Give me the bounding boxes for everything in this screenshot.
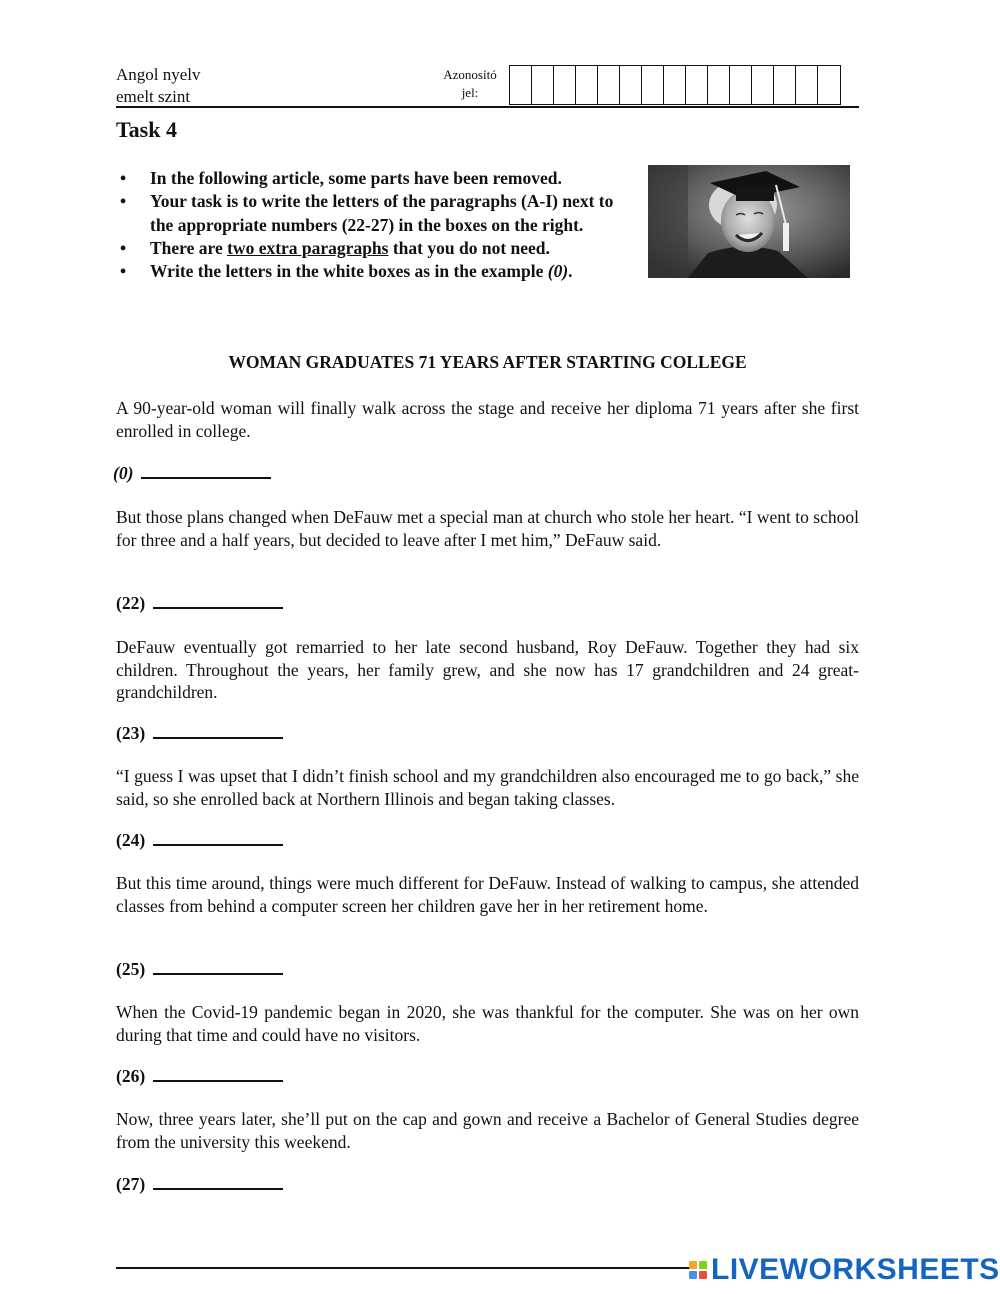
gap-number: (24) — [116, 830, 146, 850]
id-label — [430, 66, 510, 102]
liveworksheets-logo[interactable] — [689, 1253, 1000, 1287]
graduate-photo — [648, 165, 850, 278]
id-code-boxes — [509, 65, 841, 105]
article-paragraph: When the Covid-19 pandemic began in 2020, she was thankful for the computer. She was on her own during that time and could have no visitors. — [116, 1002, 859, 1045]
bullet-icon: • — [120, 237, 127, 258]
id-code-box[interactable] — [510, 66, 532, 104]
gap-number: (22) — [116, 593, 146, 613]
id-code-box[interactable] — [752, 66, 774, 104]
bullet-icon: • — [120, 191, 127, 212]
instruction-text-post: . — [568, 261, 573, 282]
id-code-box[interactable] — [642, 66, 664, 104]
instruction-list — [116, 167, 636, 283]
header-divider — [116, 106, 859, 108]
article-paragraph: But this time around, things were much different for DeFauw. Instead of walking to campus, she attended classes from behind a computer screen her children gave her in her retirement home. — [116, 873, 859, 916]
gap-number: (26) — [116, 1066, 146, 1086]
gap-25 — [116, 959, 283, 980]
id-label-line-1: Azonosító — [443, 67, 497, 82]
gap-23 — [116, 723, 283, 744]
gap-27 — [116, 1174, 283, 1195]
instruction-underlined: two extra paragraphs — [227, 237, 389, 258]
instruction-text-post: that you do not need. — [388, 237, 550, 258]
subject-line-1: Angol nyelv — [116, 65, 201, 84]
task-title: Task 4 — [116, 117, 177, 142]
instruction-item — [116, 260, 636, 283]
article-title: WOMAN GRADUATES 71 YEARS AFTER STARTING COLLEGE — [228, 352, 747, 372]
answer-blank[interactable] — [153, 959, 283, 975]
logo-block — [689, 1261, 697, 1269]
logo-block — [689, 1271, 697, 1279]
instruction-italic: (0) — [547, 261, 569, 282]
gap-22 — [116, 593, 283, 614]
id-code-box[interactable] — [818, 66, 840, 104]
id-code-box[interactable] — [774, 66, 796, 104]
article-paragraph: DeFauw eventually got remarried to her late second husband, Roy DeFauw. Together they had six children. Throughout the years, her family grew, and she now has 17 grandchildren and 24 great-grandchildren. — [116, 637, 859, 702]
id-code-box[interactable] — [686, 66, 708, 104]
subject-label — [116, 64, 201, 108]
instruction-text: In the following article, some parts have been removed. — [150, 168, 562, 188]
article-paragraph: A 90-year-old woman will finally walk across the stage and receive her diploma 71 years after she first enrolled in college. — [116, 398, 859, 441]
id-code-box[interactable] — [664, 66, 686, 104]
article-paragraph: Now, three years later, she’ll put on the cap and gown and receive a Bachelor of General Studies degree from the university this weekend. — [116, 1109, 859, 1152]
answer-blank[interactable] — [153, 593, 283, 609]
footer-divider — [116, 1267, 696, 1269]
logo-block — [699, 1261, 707, 1269]
gap-26 — [116, 1066, 283, 1087]
id-code-box[interactable] — [730, 66, 752, 104]
instruction-item — [116, 190, 636, 237]
answer-blank[interactable] — [153, 830, 283, 846]
answer-blank[interactable] — [153, 1174, 283, 1190]
gap-number: (0) — [113, 463, 134, 483]
id-code-box[interactable] — [620, 66, 642, 104]
id-code-box[interactable] — [708, 66, 730, 104]
gap-number: (23) — [116, 723, 146, 743]
logo-block — [699, 1271, 707, 1279]
gap-example — [113, 463, 271, 484]
logo-blocks-icon — [689, 1261, 707, 1279]
subject-line-2: emelt szint — [116, 87, 191, 106]
answer-blank[interactable] — [153, 1066, 283, 1082]
instruction-text-pre: Write the letters in the white boxes as in the example — [150, 261, 548, 282]
instruction-text-pre: There are — [150, 237, 228, 258]
bullet-icon: • — [120, 168, 127, 188]
id-code-box[interactable] — [554, 66, 576, 104]
instruction-item — [116, 237, 636, 260]
gap-number: (27) — [116, 1174, 146, 1194]
gap-24 — [116, 830, 283, 851]
answer-blank[interactable] — [153, 723, 283, 739]
id-code-box[interactable] — [576, 66, 598, 104]
article-paragraph: But those plans changed when DeFauw met a special man at church who stole her heart. “I went to school for three and a half years, but decided to leave after I met him,” DeFauw said. — [116, 507, 859, 550]
instruction-text: Your task is to write the letters of the paragraphs (A-I) next to the appropriate numbers (22-27) in the boxes on the right. — [150, 191, 614, 235]
id-code-box[interactable] — [598, 66, 620, 104]
instruction-item — [116, 167, 636, 190]
bullet-icon: • — [120, 261, 127, 282]
answer-blank[interactable] — [141, 463, 271, 479]
gap-number: (25) — [116, 959, 146, 979]
graduate-photo-illustration — [648, 165, 850, 278]
id-code-box[interactable] — [532, 66, 554, 104]
id-label-line-2: jel: — [461, 85, 479, 100]
logo-text: LIVEWORKSHEETS — [711, 1253, 1000, 1286]
article-paragraph: “I guess I was upset that I didn’t finish school and my grandchildren also encouraged me to go back,” she said, so she enrolled back at Northern Illinois and began taking classes. — [116, 766, 859, 809]
id-code-box[interactable] — [796, 66, 818, 104]
